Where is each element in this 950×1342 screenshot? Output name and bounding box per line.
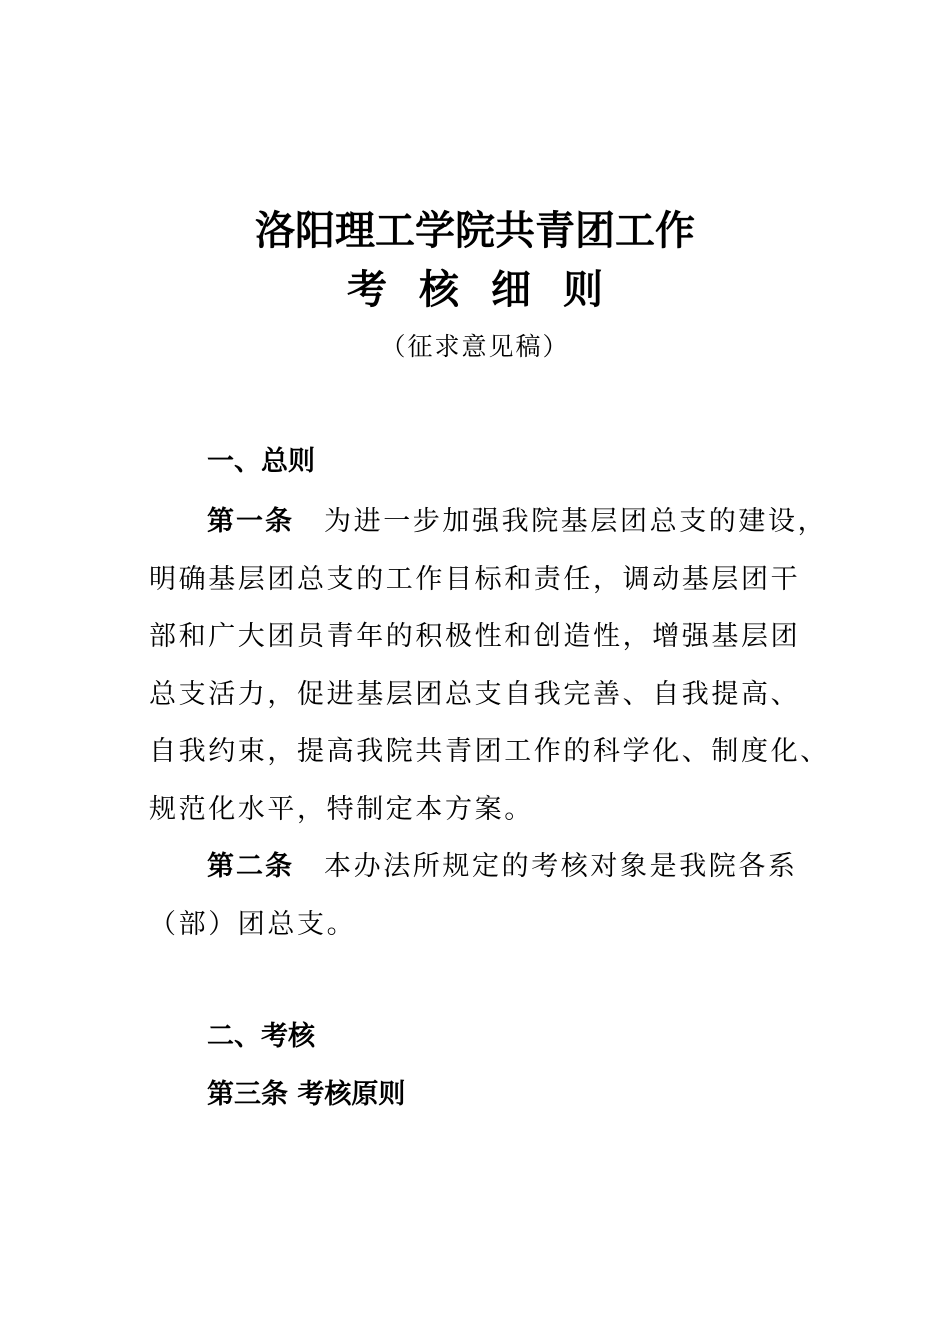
document-title: 洛阳理工学院共青团工作 xyxy=(255,207,695,254)
article-1-line-1 xyxy=(149,493,828,551)
article-1-line-3: 部和广大团员青年的积极性和创造性，增强基层团 xyxy=(149,621,801,652)
document-title-line2: 考核细则 xyxy=(347,266,635,313)
document-subtitle: （征求意见稿） xyxy=(380,332,570,361)
article-1-text: 为进一步加强我院基层团总支的建设， xyxy=(324,506,828,537)
article-2-label: 第二条 xyxy=(207,851,294,882)
section-heading-general: 一、总则 xyxy=(207,446,315,477)
article-2-line-2: （部）团总支。 xyxy=(149,908,357,940)
article-2-line-1 xyxy=(149,838,819,896)
article-2 xyxy=(149,838,819,953)
article-1-line-5: 自我约束，提高我院共青团工作的科学化、制度化、 xyxy=(149,736,830,767)
article-1 xyxy=(149,493,830,838)
article-3-heading: 第三条 考核原则 xyxy=(207,1079,406,1110)
article-2-text: 本办法所规定的考核对象是我院各系 xyxy=(324,851,798,882)
article-1-line-4: 总支活力，促进基层团总支自我完善、自我提高、 xyxy=(149,678,801,710)
article-1-line-2: 明确基层团总支的工作目标和责任，调动基层团干 xyxy=(149,563,801,595)
article-1-label: 第一条 xyxy=(207,506,294,537)
section-heading-assessment: 二、考核 xyxy=(207,1021,315,1052)
article-1-line-6: 规范化水平，特制定本方案。 xyxy=(149,793,534,825)
